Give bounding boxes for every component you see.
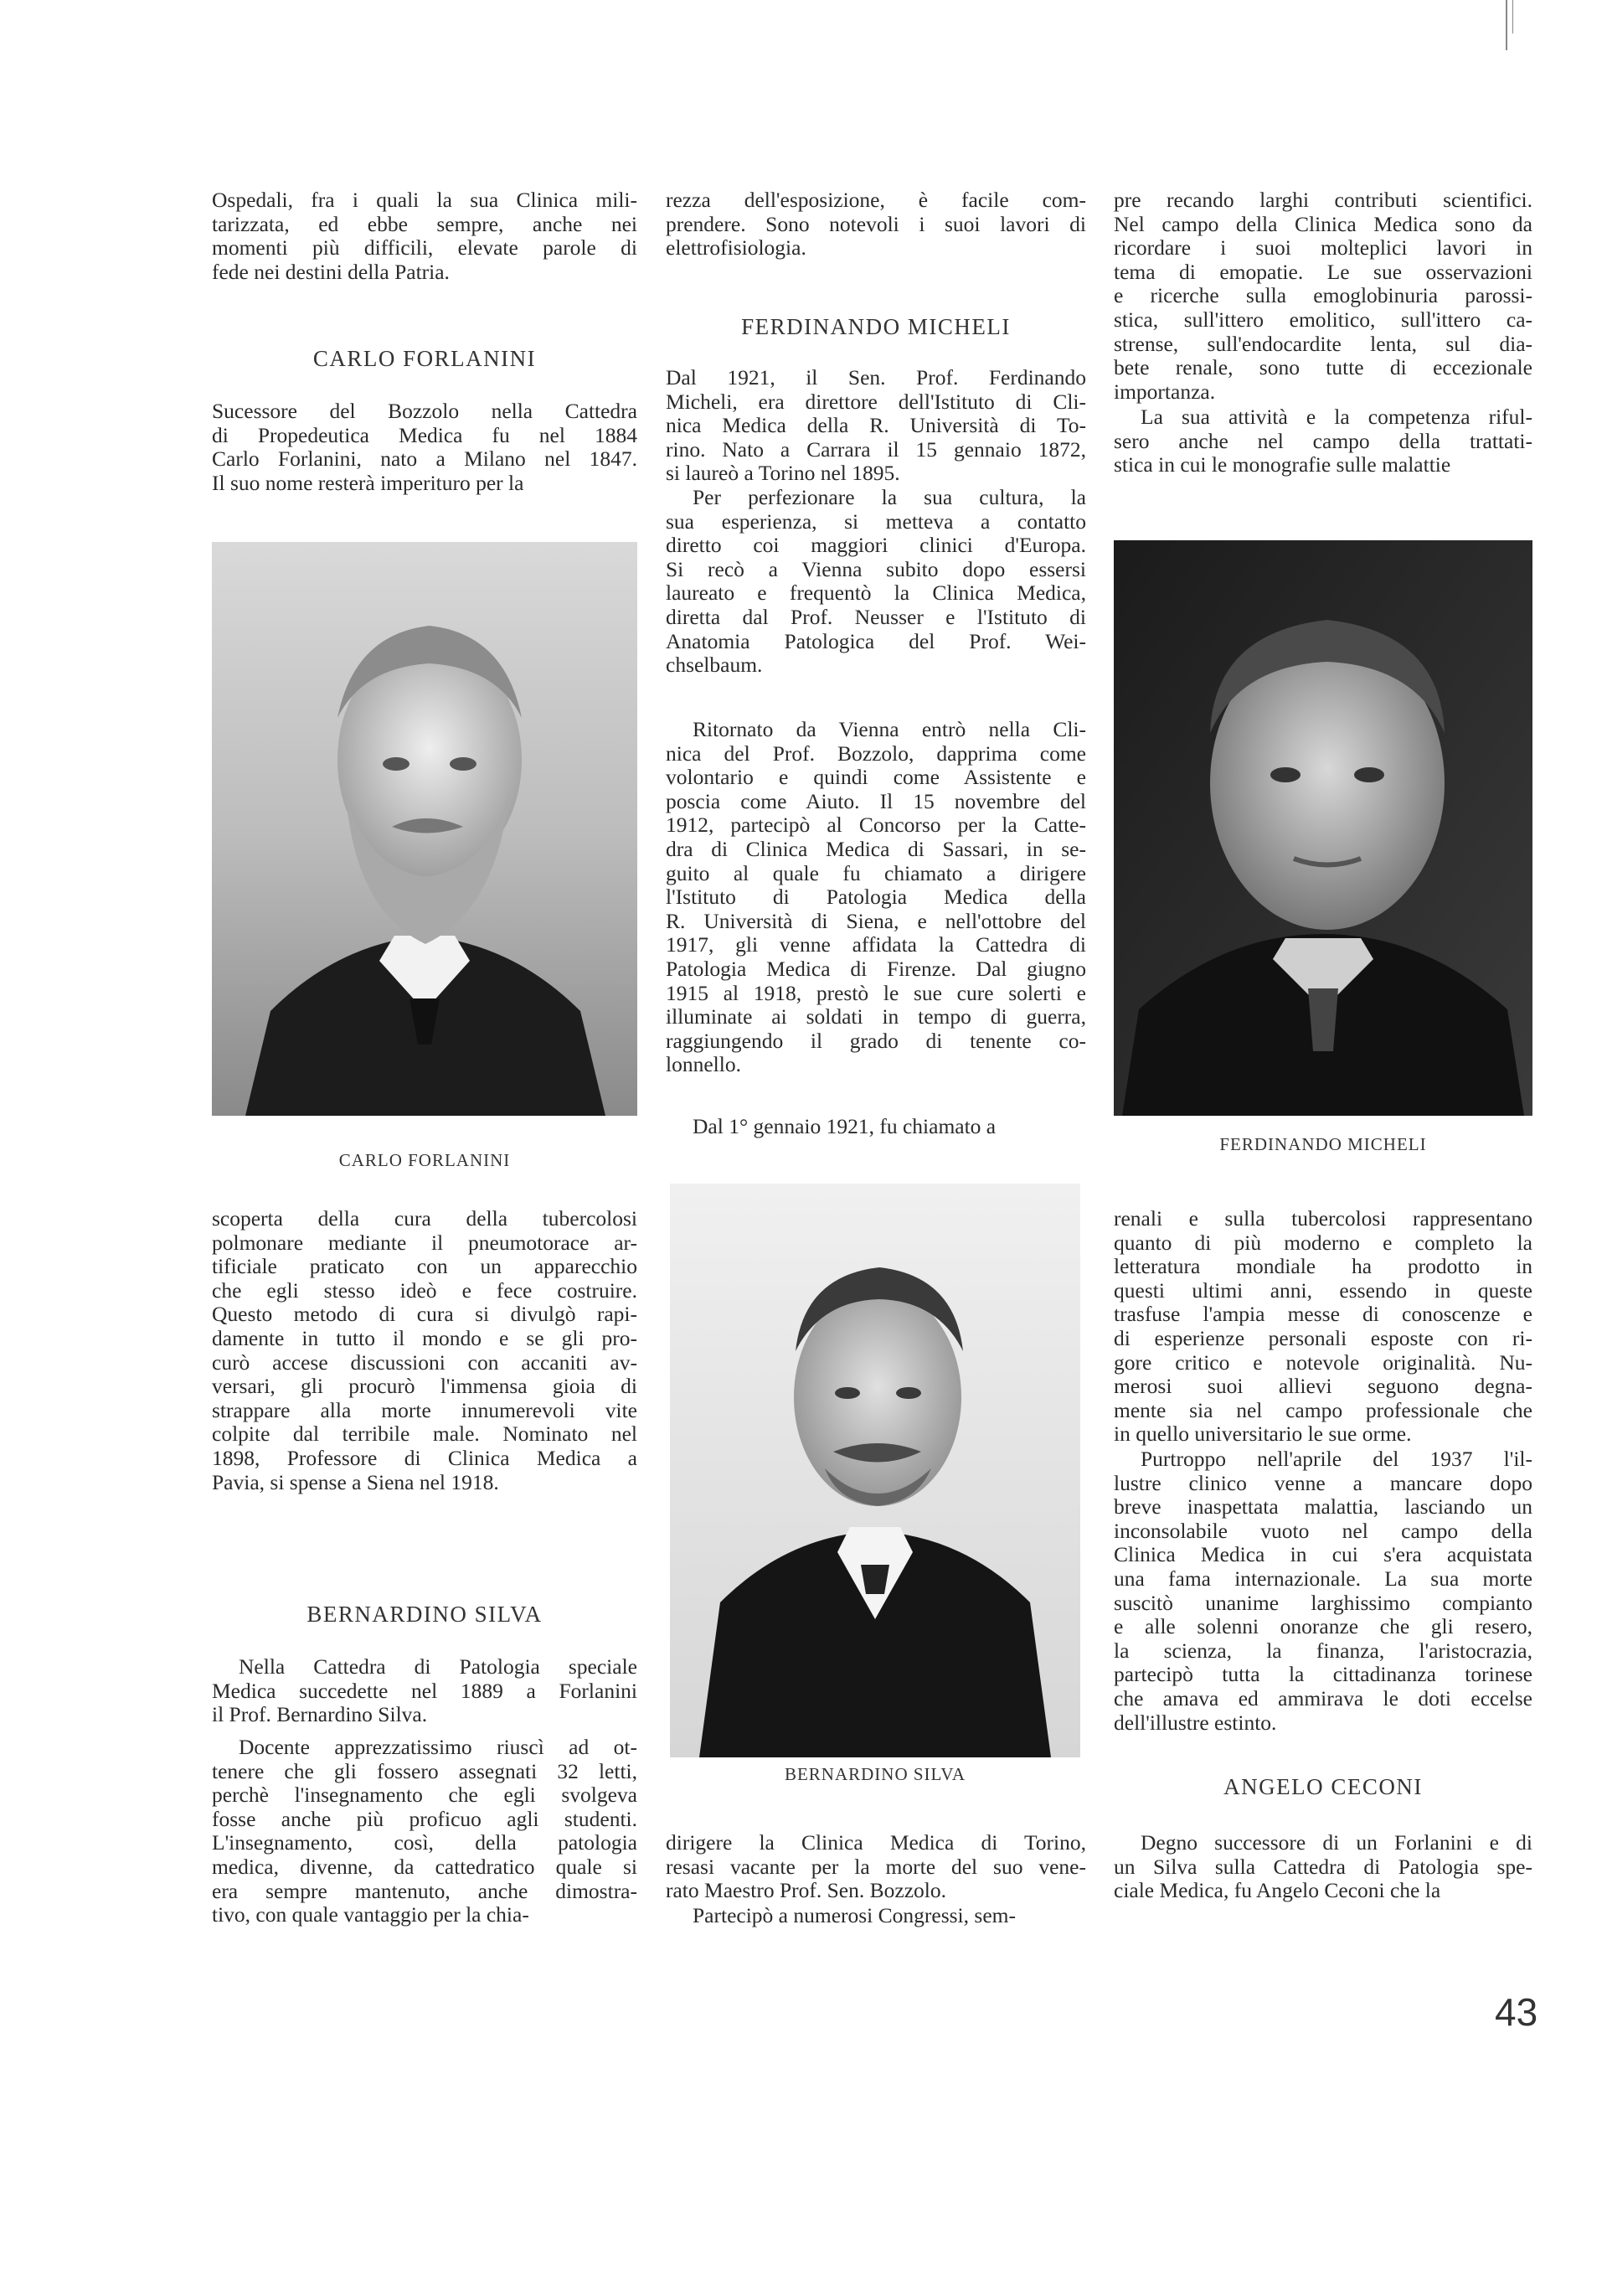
text-line: suscitò unanime larghissimo compianto bbox=[1114, 1590, 1532, 1615]
text-line: R. Università di Siena, e nell'ottobre del bbox=[666, 908, 1086, 933]
text-line: nica del Prof. Bozzolo, dapprima come bbox=[666, 740, 1086, 766]
col2-top-paragraph-5 bbox=[666, 1115, 1086, 1139]
scan-mark bbox=[1512, 0, 1513, 34]
text-line: in quello universitario le sue orme. bbox=[1114, 1421, 1412, 1447]
text-line: Dal 1921, il Sen. Prof. Ferdinando bbox=[666, 365, 1086, 390]
text-line: guito al quale fu chiamato a dirigere bbox=[666, 860, 1086, 885]
scan-mark bbox=[1506, 0, 1507, 50]
text-line: curò accese discussioni con accaniti av- bbox=[212, 1349, 637, 1375]
text-line: sua esperienza, si metteva a contatto bbox=[666, 508, 1086, 534]
text-line: versari, gli procurò l'immensa gioia di bbox=[212, 1374, 637, 1399]
text-line: la scienza, la finanza, l'aristocrazia, bbox=[1114, 1638, 1532, 1663]
page-number: 43 bbox=[1495, 1990, 1538, 2034]
text-line: Si recò a Vienna subito dopo essersi bbox=[666, 556, 1086, 581]
text-line: La sua attività e la competenza riful- bbox=[1141, 405, 1532, 429]
text-line: Per perfezionare la sua cultura, la bbox=[693, 485, 1086, 509]
text-line: mente sia nel campo professionale che bbox=[1114, 1397, 1532, 1422]
text-line: Anatomia Patologica del Prof. Wei- bbox=[666, 628, 1086, 653]
caption-ferdinando-micheli: FERDINANDO MICHELI bbox=[1219, 1134, 1427, 1154]
text-line: importanza. bbox=[1114, 379, 1216, 404]
text-line: stica in cui le monografie sulle malattie bbox=[1114, 452, 1451, 477]
col2-top-paragraph-3 bbox=[666, 486, 1086, 678]
text-line: merosi suoi allievi seguono degna- bbox=[1114, 1374, 1532, 1399]
col1-top-paragraph-2 bbox=[212, 400, 637, 495]
text-line: volontario e quindi come Assistente e bbox=[666, 765, 1086, 790]
text-line: nica Medica della R. Università di To- bbox=[666, 413, 1086, 438]
text-line: momenti più difficili, elevate parole di bbox=[212, 235, 637, 261]
text-line: diretto coi maggiori clinici d'Europa. bbox=[666, 533, 1086, 558]
text-line: lonnello. bbox=[666, 1052, 741, 1077]
text-line: pre recando larghi contributi scientifici. bbox=[1114, 188, 1532, 212]
text-line: 1898, Professore di Clinica Medica a bbox=[212, 1445, 637, 1470]
text-line: Medica succedette nel 1889 a Forlanini bbox=[212, 1678, 637, 1703]
text-line: che egli stesso ideò e fece costruire. bbox=[212, 1277, 637, 1303]
text-line: si laureò a Torino nel 1895. bbox=[666, 461, 900, 486]
text-line: inconsolabile vuoto nel campo della bbox=[1114, 1518, 1532, 1543]
text-line: prendere. Sono notevoli i suoi lavori di bbox=[666, 211, 1086, 236]
heading-bernardino-silva: BERNARDINO SILVA bbox=[306, 1602, 543, 1627]
text-line: strappare alla morte innumerevoli vite bbox=[212, 1397, 637, 1422]
col2-bottom-paragraph-2 bbox=[666, 1904, 1086, 1928]
text-line: letteratura mondiale ha prodotto in bbox=[1114, 1254, 1532, 1279]
text-line: L'insegnamento, così, della patologia bbox=[212, 1830, 637, 1855]
text-line: 1917, gli venne affidata la Cattedra di bbox=[666, 932, 1086, 957]
text-line: Nella Cattedra di Patologia speciale bbox=[239, 1654, 637, 1679]
text-line: trasfuse l'ampia messe di conoscenze e bbox=[1114, 1302, 1532, 1327]
text-line: tificiale praticato con un apparecchio bbox=[212, 1254, 637, 1279]
text-line: breve inaspettata malattia, lasciando un bbox=[1114, 1494, 1532, 1519]
text-line: sero anche nel campo della trattati- bbox=[1114, 428, 1532, 453]
text-line: partecipò tutta la cittadinanza torinese bbox=[1114, 1662, 1532, 1687]
caption-bernardino-silva: BERNARDINO SILVA bbox=[784, 1764, 966, 1784]
text-line: chselbaum. bbox=[666, 653, 763, 678]
text-line: colpite dal terribile male. Nominato nel bbox=[212, 1421, 637, 1447]
text-line: di Propedeutica Medica fu nel 1884 bbox=[212, 422, 637, 447]
text-line: Nel campo della Clinica Medica sono da bbox=[1114, 211, 1532, 236]
text-line: resasi vacante per la morte del suo vene- bbox=[666, 1854, 1086, 1879]
text-line: medica, divenne, da cattedratico quale si bbox=[212, 1854, 637, 1879]
heading-angelo-ceconi: ANGELO CECONI bbox=[1223, 1774, 1423, 1799]
text-line: tarizzata, ed ebbe sempre, anche nei bbox=[212, 211, 637, 236]
text-line: rino. Nato a Carrara il 15 gennaio 1872, bbox=[666, 436, 1086, 462]
text-line: che amava ed ammirava le doti eccelse bbox=[1114, 1685, 1532, 1710]
text-line: scoperta della cura della tubercolosi bbox=[212, 1206, 637, 1231]
text-line: Ospedali, fra i quali la sua Clinica mili- bbox=[212, 188, 637, 212]
text-line: renali e sulla tubercolosi rappresentano bbox=[1114, 1206, 1532, 1231]
text-line: dirigere la Clinica Medica di Torino, bbox=[666, 1830, 1086, 1855]
heading-carlo-forlanini: CARLO FORLANINI bbox=[312, 346, 537, 371]
text-line: e alle solenni onoranze che gli resero, bbox=[1114, 1614, 1532, 1639]
text-line: raggiungendo il grado di tenente co- bbox=[666, 1028, 1086, 1053]
text-line: Patologia Medica di Firenze. Dal giugno bbox=[666, 956, 1086, 981]
col1-bottom-paragraph-2 bbox=[212, 1655, 637, 1727]
text-line: ricordare i suoi molteplici lavori in bbox=[1114, 235, 1532, 261]
col2-top-paragraph-1 bbox=[666, 188, 1086, 261]
text-line: l'Istituto di Patologia Medica della bbox=[666, 885, 1086, 910]
heading-ferdinando-micheli: FERDINANDO MICHELI bbox=[741, 314, 1011, 339]
text-line: tivo, con quale vantaggio per la chia- bbox=[212, 1902, 529, 1927]
text-line: il Prof. Bernardino Silva. bbox=[212, 1702, 428, 1727]
portrait-ferdinando-micheli bbox=[1114, 540, 1532, 1116]
text-line: fosse anche più proficuo agli studenti. bbox=[212, 1806, 637, 1831]
text-line: diretta dal Prof. Neusser e l'Istituto di bbox=[666, 604, 1086, 629]
text-line: Degno successore di un Forlanini e di bbox=[1141, 1830, 1532, 1855]
text-line: questi ultimi anni, essendo in queste bbox=[1114, 1277, 1532, 1303]
text-line: quanto di più moderno e completo la bbox=[1114, 1230, 1532, 1255]
text-line: laureato e frequentò la Clinica Medica, bbox=[666, 580, 1086, 606]
text-line: Carlo Forlanini, nato a Milano nel 1847. bbox=[212, 446, 637, 472]
text-line: tema di emopatie. Le sue osservazioni bbox=[1114, 259, 1532, 284]
text-line: dell'illustre estinto. bbox=[1114, 1710, 1277, 1735]
col3-top-paragraph-2 bbox=[1114, 405, 1532, 477]
col3-top-paragraph-1 bbox=[1114, 188, 1532, 404]
text-line: damente in tutto il mondo e se gli pro- bbox=[212, 1325, 637, 1350]
col3-bottom-paragraph-3 bbox=[1114, 1831, 1532, 1903]
text-line: Pavia, si spense a Siena nel 1918. bbox=[212, 1469, 499, 1494]
text-line: una fama internazionale. La sua morte bbox=[1114, 1566, 1532, 1591]
text-line: Micheli, era direttore dell'Istituto di Cli- bbox=[666, 389, 1086, 414]
text-line: un Silva sulla Cattedra di Patologia spe- bbox=[1114, 1854, 1532, 1879]
text-line: ciale Medica, fu Angelo Ceconi che la bbox=[1114, 1878, 1441, 1903]
col1-bottom-paragraph-1 bbox=[212, 1207, 637, 1494]
text-line: Sucessore del Bozzolo nella Cattedra bbox=[212, 399, 637, 423]
text-line: Dal 1° gennaio 1921, fu chiamato a bbox=[693, 1114, 997, 1138]
text-line: Partecipò a numerosi Congressi, sem- bbox=[693, 1903, 1016, 1927]
text-line: gore critico e notevole originalità. Nu- bbox=[1114, 1349, 1532, 1375]
text-line: di esperienze personali esposte con ri- bbox=[1114, 1325, 1532, 1350]
text-line: polmonare mediante il pneumotorace ar- bbox=[212, 1230, 637, 1255]
text-line: bete renale, sono tutte di eccezionale bbox=[1114, 355, 1532, 380]
col3-bottom-paragraph-2 bbox=[1114, 1447, 1532, 1735]
caption-carlo-forlanini: CARLO FORLANINI bbox=[338, 1150, 511, 1170]
col1-bottom-paragraph-3 bbox=[212, 1736, 637, 1927]
col1-top-paragraph-1 bbox=[212, 188, 637, 284]
col2-top-paragraph-4 bbox=[666, 718, 1086, 1077]
text-line: perchè l'insegnamento che egli svolgeva bbox=[212, 1783, 637, 1808]
text-line: dra di Clinica Medica di Sassari, in se- bbox=[666, 836, 1086, 861]
text-line: lustre clinico venne a mancare dopo bbox=[1114, 1470, 1532, 1495]
col2-bottom-paragraph-1 bbox=[666, 1831, 1086, 1903]
text-line: Clinica Medica in cui s'era acquistata bbox=[1114, 1542, 1532, 1567]
portrait-carlo-forlanini bbox=[212, 542, 637, 1116]
text-line: Questo metodo di cura si divulgò rapi- bbox=[212, 1302, 637, 1327]
text-line: strense, sull'endocardite lenta, sul dia- bbox=[1114, 331, 1532, 356]
text-line: Il suo nome resterà imperituro per la bbox=[212, 470, 524, 495]
text-line: Purtroppo nell'aprile del 1937 l'il- bbox=[1141, 1447, 1532, 1471]
col2-top-paragraph-2 bbox=[666, 366, 1086, 486]
portrait-bernardino-silva bbox=[670, 1184, 1080, 1757]
text-line: 1915 al 1918, prestò le sue cure solerti e bbox=[666, 980, 1086, 1005]
text-line: illuminate ai soldati in tempo di guerra, bbox=[666, 1004, 1086, 1029]
text-line: e ricerche sulla emoglobinuria parossi- bbox=[1114, 283, 1532, 308]
text-line: poscia come Aiuto. Il 15 novembre del bbox=[666, 788, 1086, 813]
text-line: era sempre mantenuto, anche dimostra- bbox=[212, 1878, 637, 1903]
text-line: fede nei destini della Patria. bbox=[212, 259, 450, 284]
text-line: elettrofisiologia. bbox=[666, 235, 806, 261]
col3-bottom-paragraph-1 bbox=[1114, 1207, 1532, 1447]
text-line: stica, sull'ittero emolitico, sull'ittero ca- bbox=[1114, 307, 1532, 332]
text-line: Ritornato da Vienna entrò nella Cli- bbox=[693, 717, 1086, 741]
text-line: rezza dell'esposizione, è facile com- bbox=[666, 188, 1086, 212]
text-line: Docente apprezzatissimo riuscì ad ot- bbox=[239, 1735, 637, 1759]
text-line: 1912, partecipò al Concorso per la Catte- bbox=[666, 813, 1086, 838]
text-line: rato Maestro Prof. Sen. Bozzolo. bbox=[666, 1878, 946, 1903]
text-line: tenere che gli fossero assegnati 32 letti, bbox=[212, 1758, 637, 1783]
